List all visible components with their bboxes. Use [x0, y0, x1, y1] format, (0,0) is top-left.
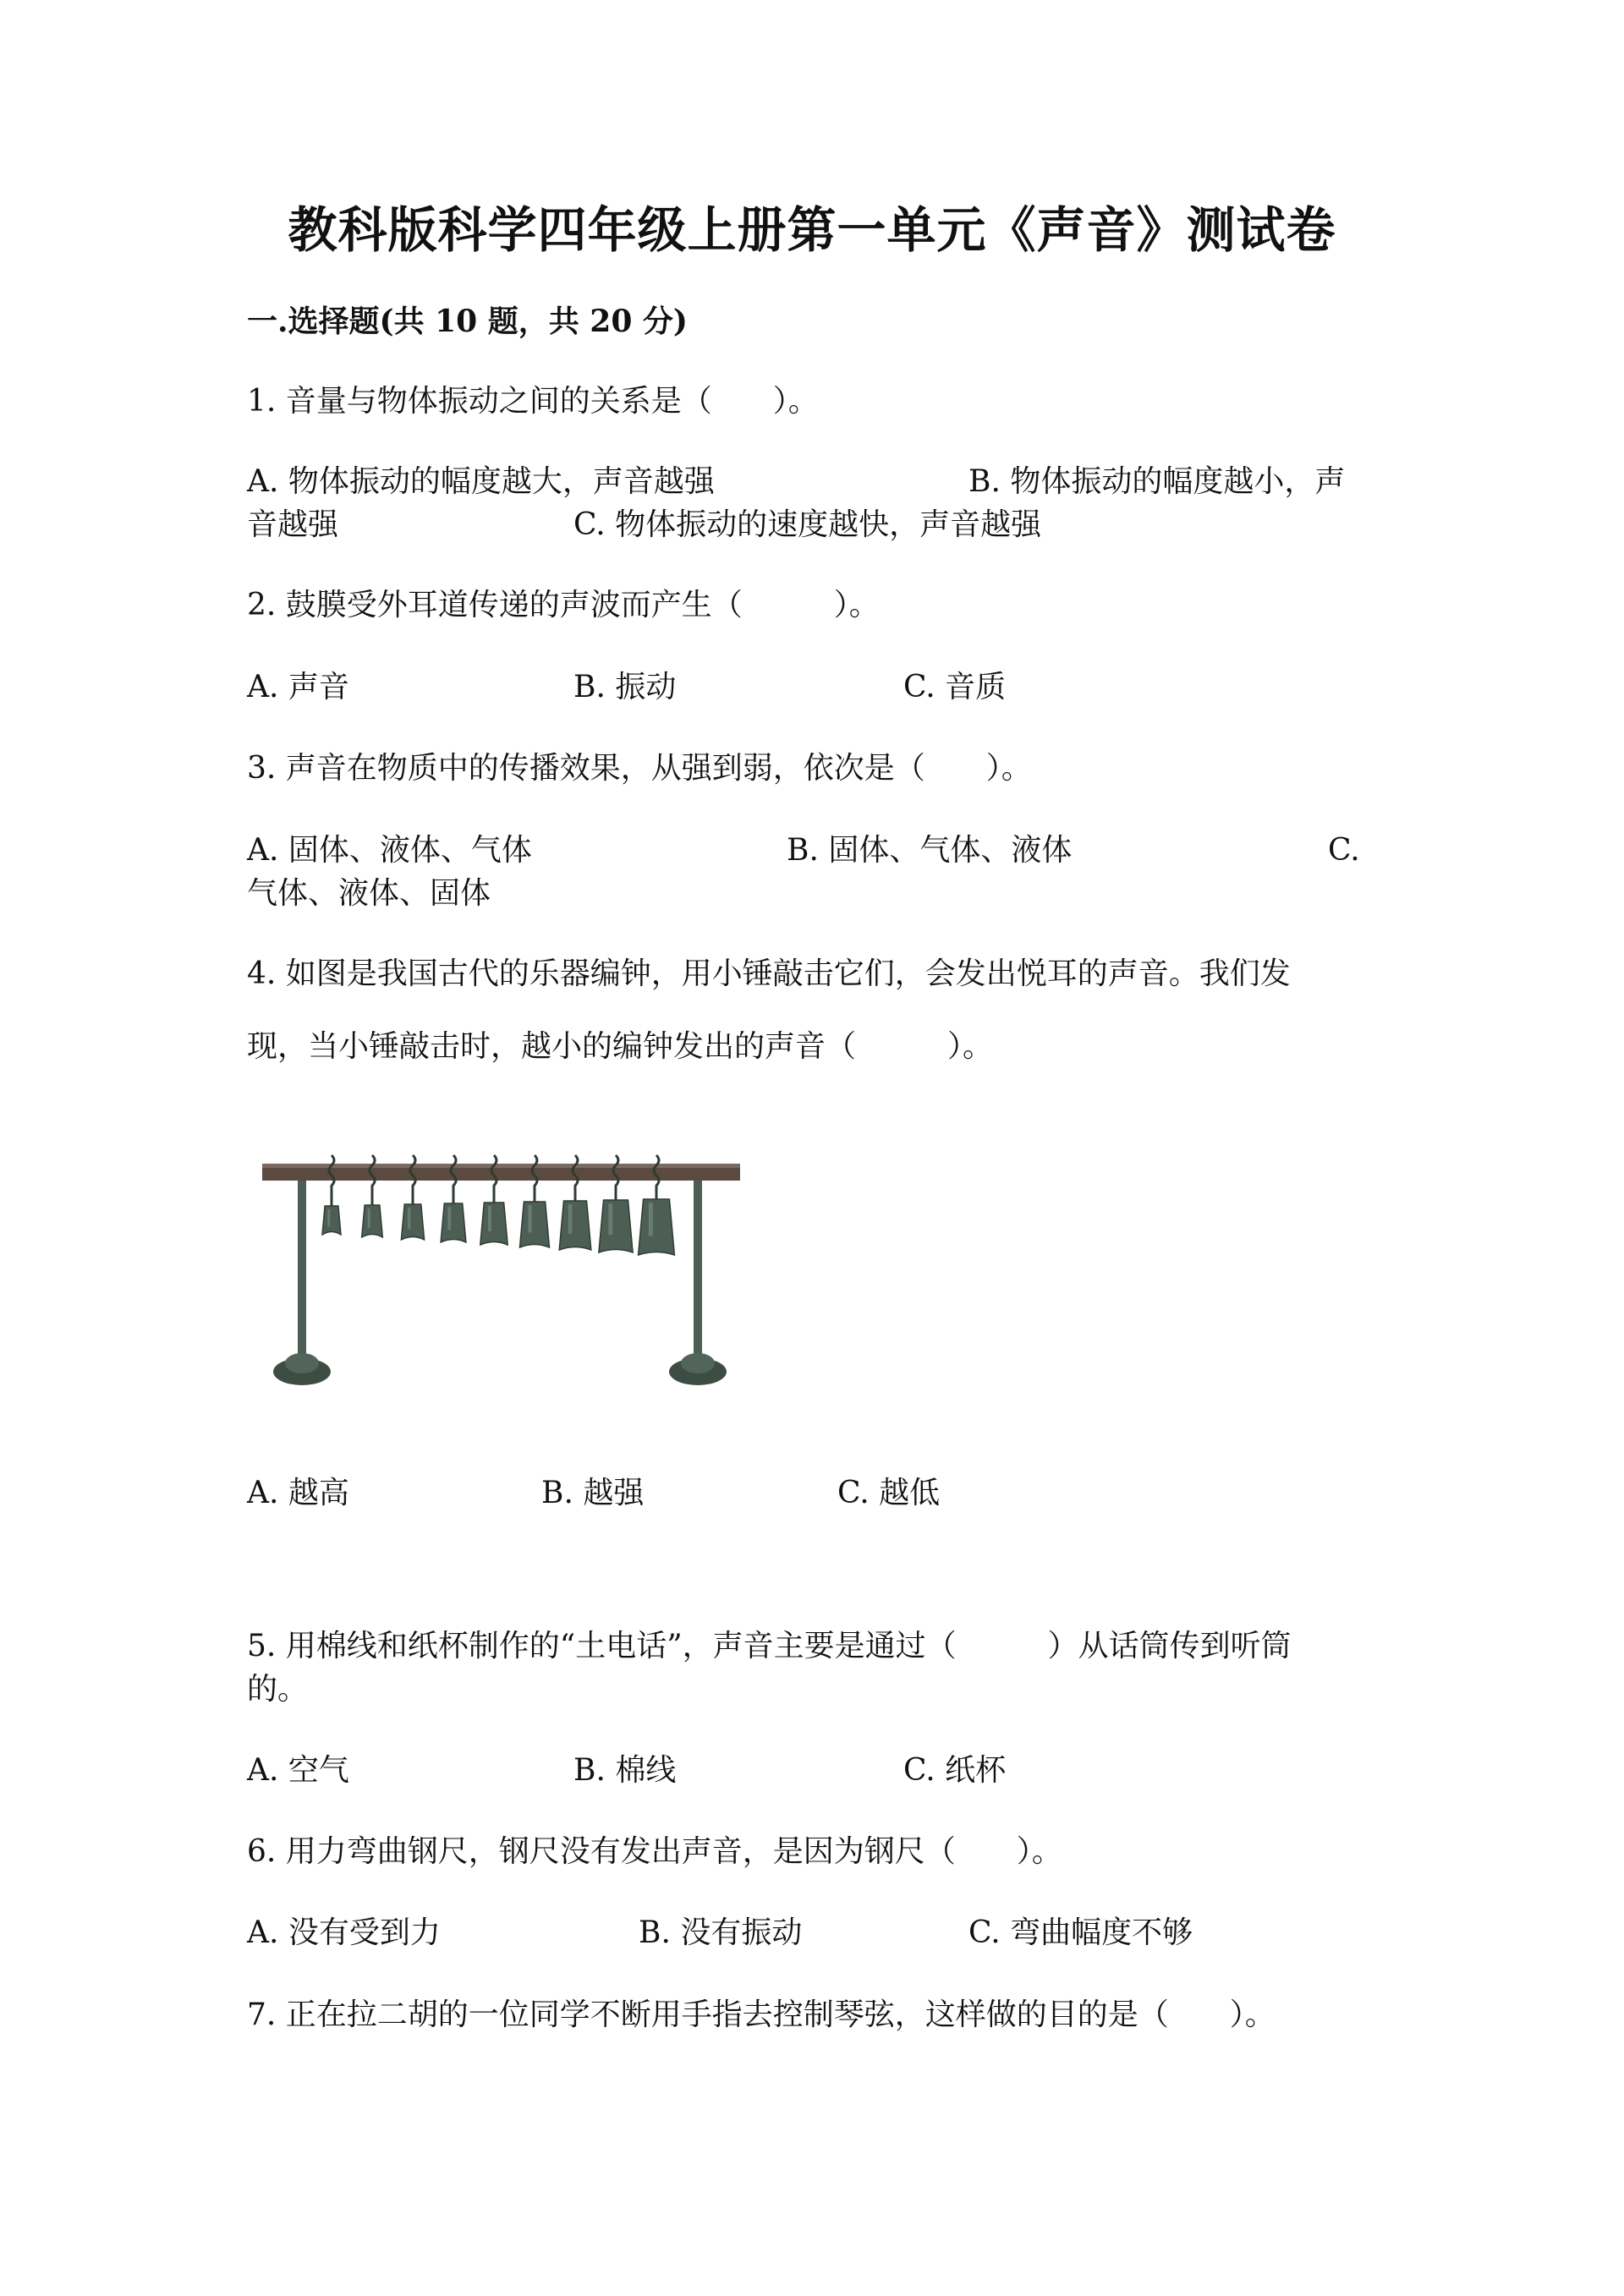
question-1-option-a: A. 物体振动的幅度越大，声音越强 — [247, 464, 715, 499]
question-4-option-a: A. 越高 — [247, 1476, 349, 1510]
question-3-option-b: B. 固体、气体、液体 — [787, 833, 1073, 868]
question-2-option-c: C. 音质 — [903, 670, 1007, 704]
bianzhong-bells-image — [254, 1133, 761, 1404]
question-6-stem: 6. 用力弯曲钢尺，钢尺没有发出声音，是因为钢尺（ ）。 — [247, 1834, 1062, 1869]
question-5-stem-cont: 的。 — [247, 1672, 309, 1707]
question-5-stem: 5. 用棉线和纸杯制作的“土电话”，声音主要是通过（ ）从话筒传到听筒 — [247, 1629, 1292, 1663]
bell-rack-left-post — [298, 1181, 306, 1371]
question-1-option-c: C. 物体振动的速度越快，声音越强 — [573, 507, 1042, 542]
question-3-option-a: A. 固体、液体、气体 — [247, 833, 532, 868]
question-6-option-a: A. 没有受到力 — [247, 1915, 441, 1950]
question-4-option-b: B. 越强 — [541, 1476, 645, 1510]
question-4-stem-cont: 现，当小锤敲击时，越小的编钟发出的声音（ ）。 — [247, 1029, 994, 1064]
question-1-option-b: B. 物体振动的幅度越小，声 — [968, 464, 1346, 499]
page-title: 教科版科学四年级上册第一单元《声音》测试卷 — [288, 201, 1336, 259]
question-4-option-c: C. 越低 — [837, 1476, 941, 1510]
question-3-option-c-cont: 气体、液体、固体 — [247, 876, 491, 911]
question-1-option-b-cont: 音越强 — [247, 507, 339, 542]
question-3-stem: 3. 声音在物质中的传播效果，从强到弱，依次是（ ）。 — [247, 751, 1032, 786]
question-3-option-c: C. — [1328, 833, 1360, 868]
question-5-option-a: A. 空气 — [247, 1753, 349, 1788]
question-2-option-b: B. 振动 — [573, 670, 677, 704]
question-7-stem: 7. 正在拉二胡的一位同学不断用手指去控制琴弦，这样做的目的是（ ）。 — [247, 1997, 1276, 2032]
bell-rack-right-post — [694, 1181, 702, 1371]
question-6-option-b: B. 没有振动 — [639, 1915, 803, 1950]
question-6-option-c: C. 弯曲幅度不够 — [968, 1915, 1193, 1950]
question-1-stem: 1. 音量与物体振动之间的关系是（ ）。 — [247, 384, 819, 419]
question-4-stem: 4. 如图是我国古代的乐器编钟，用小锤敲击它们，会发出悦耳的声音。我们发 — [247, 956, 1291, 991]
question-5-option-b: B. 棉线 — [573, 1753, 677, 1788]
section-heading: 一.选择题(共 10 题，共 20 分) — [247, 304, 688, 339]
question-2-stem: 2. 鼓膜受外耳道传递的声波而产生（ ）。 — [247, 588, 880, 622]
question-2-option-a: A. 声音 — [247, 670, 349, 704]
question-5-option-c: C. 纸杯 — [903, 1753, 1007, 1788]
